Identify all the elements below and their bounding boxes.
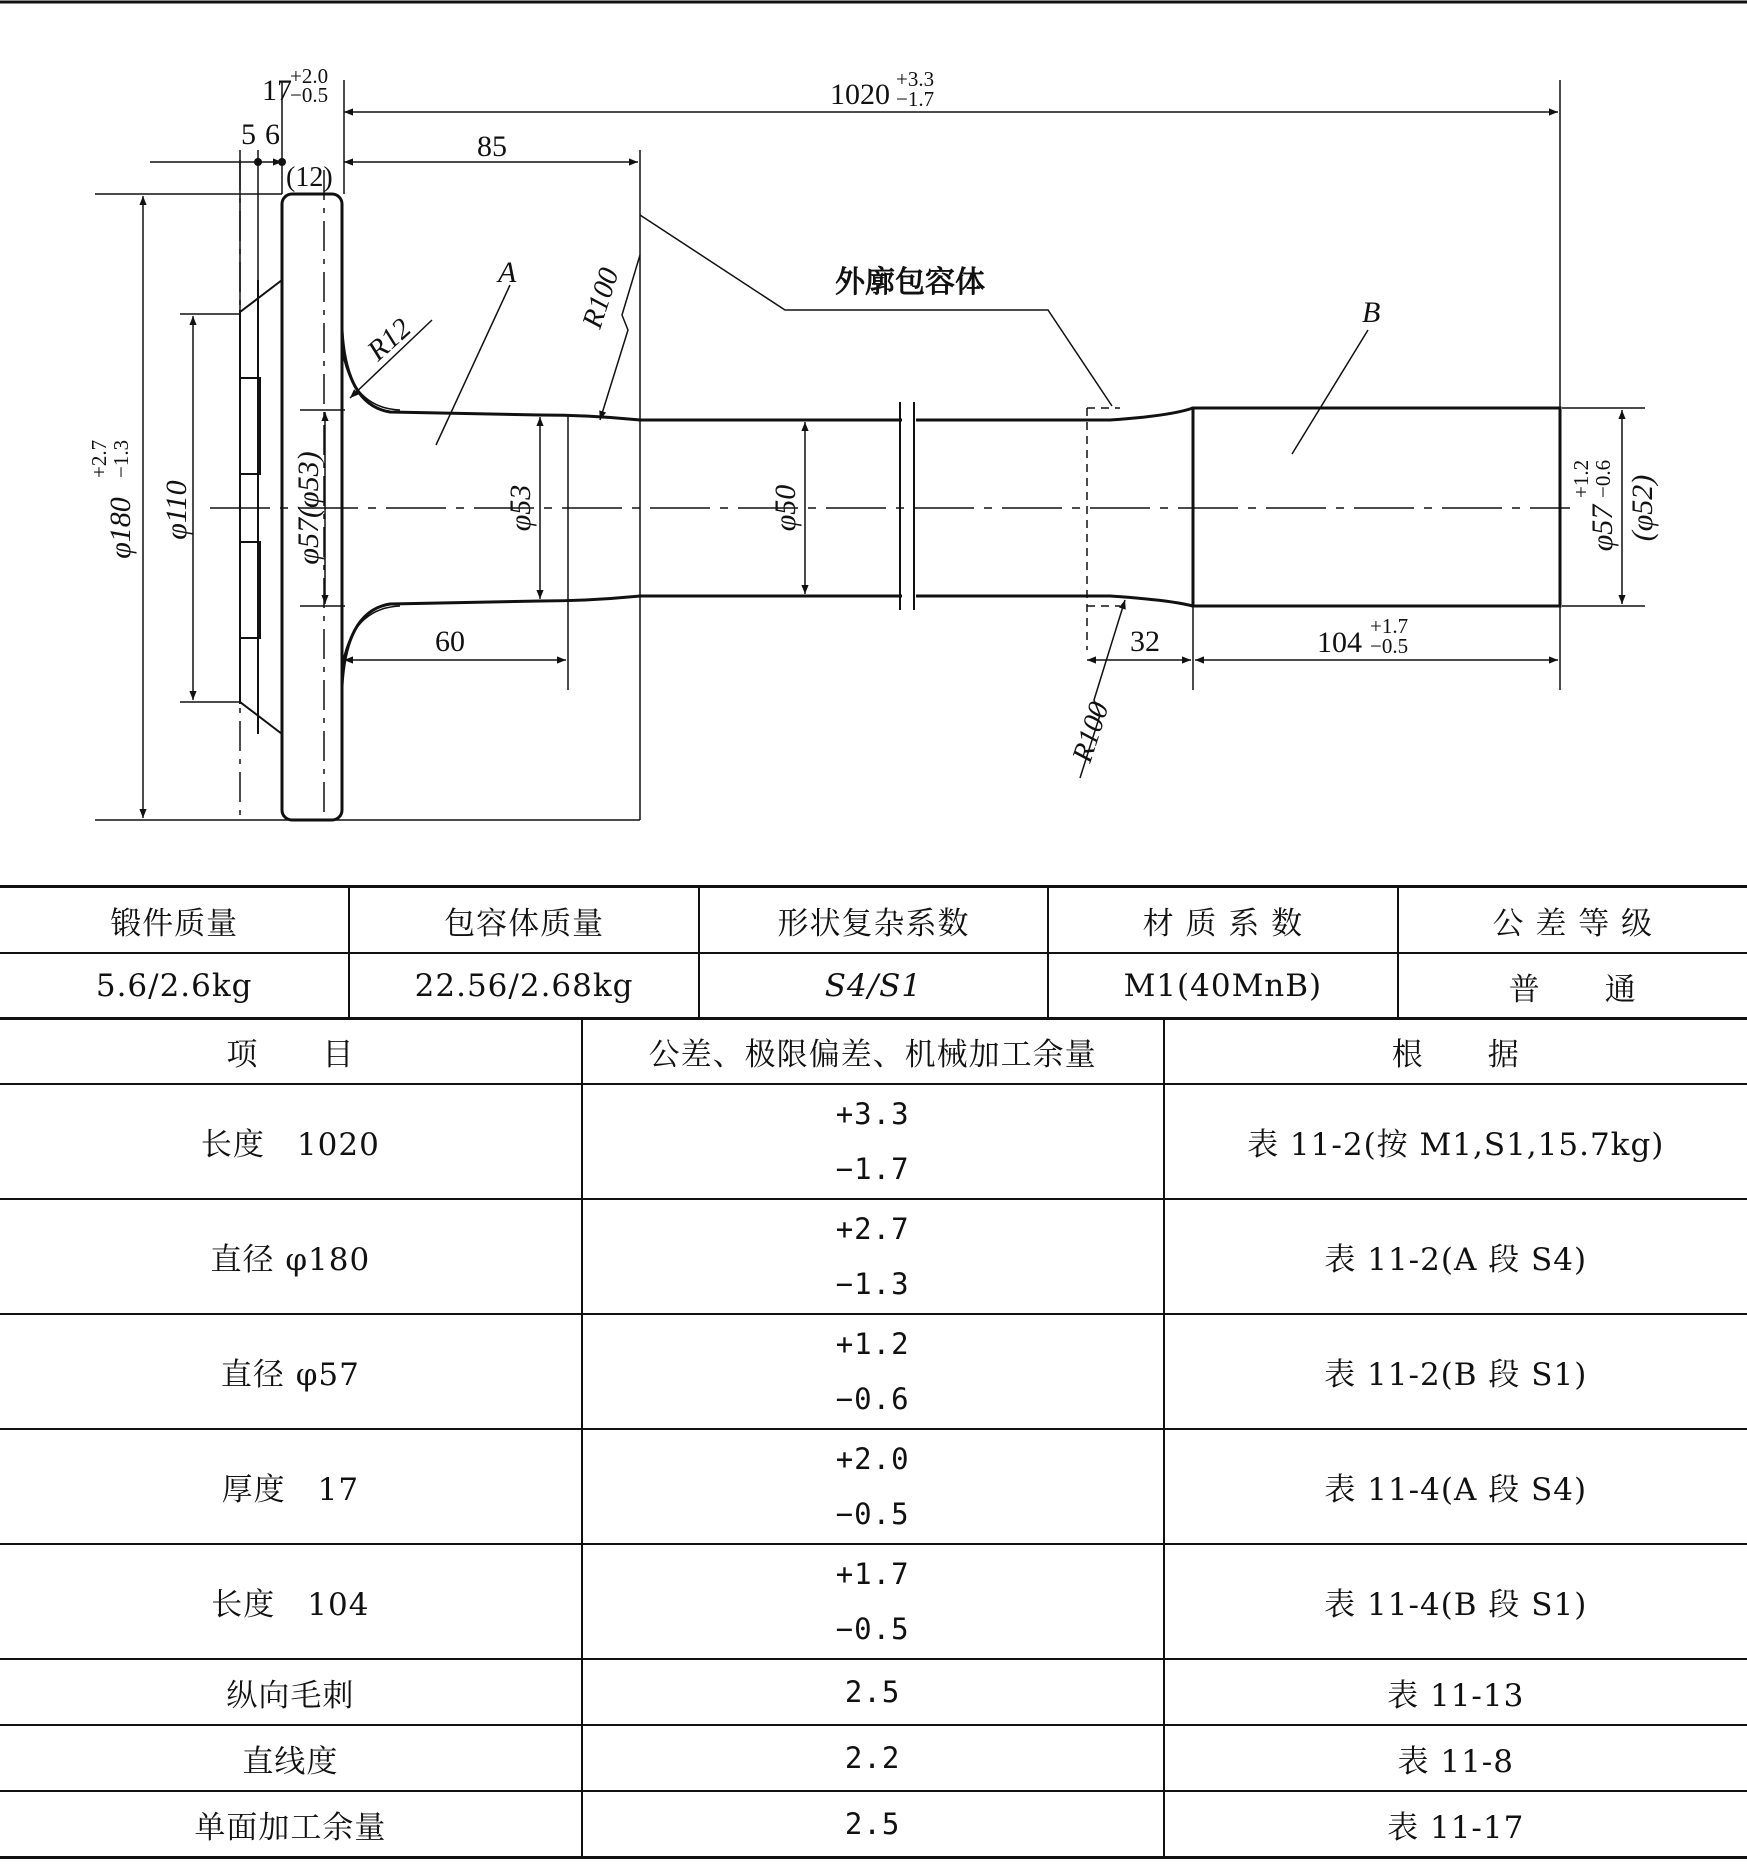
table-row	[0, 1314, 1747, 1429]
tol-lower: −0.5	[835, 1496, 910, 1531]
dim-12-text: (12)	[286, 162, 333, 193]
basis-cell: 表 11-4(B 段 S1)	[1164, 1544, 1747, 1659]
dim-5-text: 5	[241, 118, 256, 151]
dim-6-text: 6	[265, 118, 280, 151]
summary-value-cell: 普 通	[1398, 953, 1747, 1019]
tolerance-cell	[582, 1429, 1164, 1544]
dim-60-text: 60	[435, 625, 465, 658]
tol-lower: −1.3	[835, 1266, 910, 1301]
dim-32-text: 32	[1130, 625, 1160, 658]
tolerance-cell	[582, 1199, 1164, 1314]
summary-value-cell: M1(40MnB)	[1048, 953, 1397, 1019]
basis-cell: 表 11-8	[1164, 1725, 1747, 1791]
dim-85-text: 85	[477, 130, 507, 163]
summary-value-cell: 22.56/2.68kg	[349, 953, 698, 1019]
dim-phi50-text: φ50	[769, 484, 802, 532]
table-row	[0, 1725, 1747, 1791]
summary-header-cell: 材 质 系 数	[1048, 887, 1397, 954]
basis-cell: 表 11-2(按 M1,S1,15.7kg)	[1164, 1084, 1747, 1199]
tolerance-cell	[582, 1084, 1164, 1199]
summary-table	[0, 885, 1747, 1020]
table-row	[0, 1659, 1747, 1725]
summary-header-cell: 包容体质量	[349, 887, 698, 954]
detail-header-row	[0, 1018, 1747, 1084]
summary-header-cell: 公 差 等 级	[1398, 887, 1747, 954]
table-row	[0, 1544, 1747, 1659]
table-row	[0, 1199, 1747, 1314]
dim-phi180-text: φ180	[104, 497, 137, 559]
basis-cell: 表 11-2(A 段 S4)	[1164, 1199, 1747, 1314]
dim-1020-tol-upper: +3.3	[896, 67, 935, 91]
r100-bottom-text: R100	[1066, 698, 1116, 767]
break-mark	[900, 402, 914, 610]
dim-17-text: 17	[262, 74, 292, 107]
shaft-transition-b	[1085, 408, 1193, 606]
basis-cell: 表 11-4(A 段 S4)	[1164, 1429, 1747, 1544]
tol-lower: −0.6	[835, 1381, 910, 1416]
value-cell	[582, 1659, 1164, 1725]
envelope-leader	[640, 215, 1112, 406]
dim-17-tol-upper: +2.0	[290, 64, 329, 88]
dim-phi180-tol-lower: −1.3	[109, 439, 133, 478]
forging-drawing	[0, 0, 1747, 850]
tol-upper: +1.2	[835, 1326, 910, 1361]
summary-header-row	[0, 887, 1747, 954]
detail-header-cell: 项 目	[0, 1018, 582, 1084]
dim-phi53-text: φ53	[504, 484, 537, 532]
dim-5-dot	[254, 158, 262, 166]
r12-text: R12	[361, 312, 418, 368]
value-cell	[582, 1791, 1164, 1858]
basis-cell: 表 11-2(B 段 S1)	[1164, 1314, 1747, 1429]
basis-cell: 表 11-17	[1164, 1791, 1747, 1858]
shaft-section-b	[1193, 408, 1560, 606]
envelope-label: 外廓包容体	[835, 265, 985, 300]
dim-6-dot	[278, 158, 286, 166]
item-cell: 厚度 17	[0, 1429, 582, 1544]
item-cell: 纵向毛刺	[0, 1659, 582, 1725]
dim-phi110-text: φ110	[160, 480, 193, 540]
item-cell: 直径 φ180	[0, 1199, 582, 1314]
tolerance-cell	[582, 1544, 1164, 1659]
tol-lower: −1.7	[835, 1151, 910, 1186]
tol-upper: +2.0	[835, 1441, 910, 1476]
dim-104-text: 104	[1317, 626, 1362, 659]
summary-value-row	[0, 953, 1747, 1019]
detail-table	[0, 1017, 1747, 1859]
label-b-leader	[1292, 330, 1368, 454]
label-a-leader	[436, 285, 510, 445]
label-a: A	[498, 256, 517, 289]
tol-upper: +1.7	[835, 1556, 910, 1591]
value: 2.5	[844, 1674, 901, 1709]
r100-top-text: R100	[576, 264, 626, 333]
value-cell	[582, 1725, 1164, 1791]
dim-phi57-right-text: φ57	[1586, 504, 1619, 552]
tol-lower: −0.5	[835, 1611, 910, 1646]
dim-17-tol-lower: −0.5	[290, 83, 329, 107]
label-b: B	[1362, 296, 1381, 329]
dim-phi52-text: (φ52)	[1626, 474, 1659, 542]
item-cell: 长度 104	[0, 1544, 582, 1659]
dim-phi180-tol-upper: +2.7	[87, 439, 111, 478]
detail-header-cell: 根 据	[1164, 1018, 1747, 1084]
dim-1020-text: 1020	[830, 78, 890, 111]
item-cell: 直径 φ57	[0, 1314, 582, 1429]
table-row	[0, 1791, 1747, 1858]
item-cell: 单面加工余量	[0, 1791, 582, 1858]
summary-header-cell: 锻件质量	[0, 887, 349, 954]
dim-1020-tol-lower: −1.7	[896, 87, 935, 111]
value: 2.5	[844, 1806, 901, 1841]
tol-upper: +3.3	[835, 1096, 910, 1131]
summary-value-cell: S4/S1	[699, 953, 1048, 1019]
detail-header-cell: 公差、极限偏差、机械加工余量	[582, 1018, 1164, 1084]
dim-104-tol-upper: +1.7	[1370, 614, 1409, 638]
summary-header-cell: 形状复杂系数	[699, 887, 1048, 954]
summary-value-cell: 5.6/2.6kg	[0, 953, 349, 1019]
tol-upper: +2.7	[835, 1211, 910, 1246]
dim-104-tol-lower: −0.5	[1370, 634, 1409, 658]
flange-left-profile	[240, 280, 282, 734]
basis-cell: 表 11-13	[1164, 1659, 1747, 1725]
item-cell: 长度 1020	[0, 1084, 582, 1199]
dim-phi57-right-tol-lower: −0.6	[1591, 459, 1615, 498]
dim-phi57-53-text: φ57(φ53)	[292, 451, 325, 565]
tolerance-cell	[582, 1314, 1164, 1429]
table-row	[0, 1084, 1747, 1199]
item-cell: 直线度	[0, 1725, 582, 1791]
dim-phi57-right-tol-upper: +1.2	[1569, 459, 1593, 498]
table-row	[0, 1429, 1747, 1544]
value: 2.2	[844, 1740, 901, 1775]
